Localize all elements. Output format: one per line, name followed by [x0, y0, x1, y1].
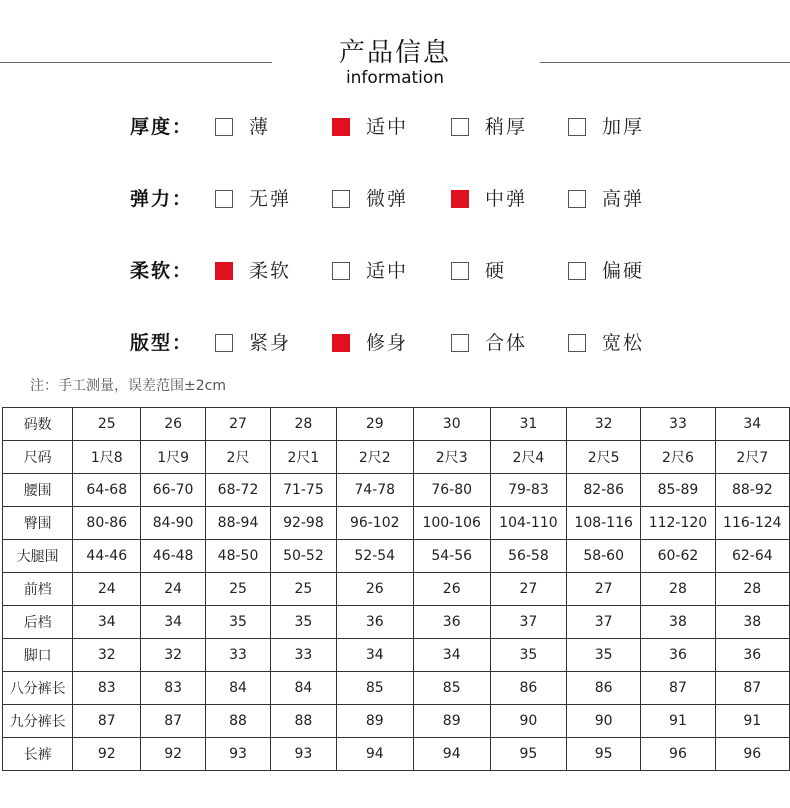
table-cell: 1尺8: [73, 441, 141, 474]
table-row: [3, 672, 790, 705]
table-cell: 1尺9: [141, 441, 206, 474]
table-cell: 24: [141, 573, 206, 606]
table-cell: 34: [413, 639, 490, 672]
table-cell: 68-72: [206, 474, 271, 507]
table-cell: 35: [567, 639, 641, 672]
table-cell: 82-86: [567, 474, 641, 507]
attribute-option-label: 微弹: [366, 188, 409, 210]
row-header-cell: 前档: [3, 573, 73, 606]
table-cell: 32: [141, 639, 206, 672]
table-cell: 26: [413, 573, 490, 606]
table-cell: 34: [141, 606, 206, 639]
table-cell: 35: [206, 606, 271, 639]
attribute-option-label: 无弹: [249, 188, 292, 210]
table-cell: 31: [490, 408, 566, 441]
unchecked-box: [451, 262, 469, 280]
table-cell: 2尺5: [567, 441, 641, 474]
table-cell: 24: [73, 573, 141, 606]
table-cell: 25: [270, 573, 336, 606]
table-cell: 88: [270, 705, 336, 738]
table-cell: 93: [270, 738, 336, 771]
table-cell: 52-54: [336, 540, 413, 573]
table-cell: 33: [270, 639, 336, 672]
table-row: [3, 474, 790, 507]
table-cell: 87: [141, 705, 206, 738]
row-header-cell: 长裤: [3, 738, 73, 771]
attribute-option-label: 合体: [485, 332, 528, 354]
table-cell: 96: [715, 738, 789, 771]
table-cell: 84: [270, 672, 336, 705]
attribute-row: [130, 256, 730, 286]
attribute-row: [130, 112, 730, 142]
table-row: [3, 507, 790, 540]
table-cell: 32: [73, 639, 141, 672]
table-cell: 27: [490, 573, 566, 606]
table-cell: 2尺3: [413, 441, 490, 474]
row-header-cell: 大腿围: [3, 540, 73, 573]
table-cell: 36: [413, 606, 490, 639]
attribute-label: 弹力：: [130, 188, 194, 210]
table-cell: 38: [641, 606, 715, 639]
table-cell: 84-90: [141, 507, 206, 540]
table-row: [3, 408, 790, 441]
table-cell: 58-60: [567, 540, 641, 573]
table-cell: 25: [73, 408, 141, 441]
attribute-row: [130, 328, 730, 358]
table-row: [3, 738, 790, 771]
table-cell: 29: [336, 408, 413, 441]
table-cell: 112-120: [641, 507, 715, 540]
table-cell: 32: [567, 408, 641, 441]
table-cell: 91: [715, 705, 789, 738]
row-header-cell: 臀围: [3, 507, 73, 540]
table-cell: 2尺1: [270, 441, 336, 474]
page-title: 产品信息: [338, 38, 451, 68]
table-row: [3, 441, 790, 474]
checked-box: [215, 262, 233, 280]
attribute-option-label: 薄: [249, 116, 271, 138]
table-cell: 96: [641, 738, 715, 771]
attribute-option-label: 柔软: [249, 260, 292, 282]
table-cell: 100-106: [413, 507, 490, 540]
table-cell: 33: [641, 408, 715, 441]
table-cell: 79-83: [490, 474, 566, 507]
table-cell: 36: [641, 639, 715, 672]
table-cell: 54-56: [413, 540, 490, 573]
table-row: [3, 573, 790, 606]
table-cell: 80-86: [73, 507, 141, 540]
table-cell: 83: [73, 672, 141, 705]
table-cell: 92: [73, 738, 141, 771]
attribute-option-label: 高弹: [602, 188, 645, 210]
page-subtitle: information: [345, 68, 445, 88]
attribute-option-label: 硬: [485, 260, 507, 282]
table-cell: 85: [336, 672, 413, 705]
table-cell: 62-64: [715, 540, 789, 573]
size-table: [2, 407, 790, 771]
table-cell: 46-48: [141, 540, 206, 573]
attribute-option-label: 修身: [366, 332, 409, 354]
table-cell: 116-124: [715, 507, 789, 540]
attribute-option-label: 加厚: [602, 116, 645, 138]
table-cell: 2尺: [206, 441, 271, 474]
table-cell: 2尺2: [336, 441, 413, 474]
table-cell: 94: [413, 738, 490, 771]
table-cell: 91: [641, 705, 715, 738]
table-cell: 30: [413, 408, 490, 441]
measurement-note: 注：手工测量，误差范围±2cm: [30, 378, 226, 394]
table-cell: 95: [567, 738, 641, 771]
table-cell: 94: [336, 738, 413, 771]
table-cell: 64-68: [73, 474, 141, 507]
table-cell: 83: [141, 672, 206, 705]
row-header-cell: 脚口: [3, 639, 73, 672]
table-row: [3, 705, 790, 738]
table-cell: 26: [336, 573, 413, 606]
table-cell: 2尺7: [715, 441, 789, 474]
attribute-option-label: 适中: [366, 260, 409, 282]
table-cell: 48-50: [206, 540, 271, 573]
table-cell: 27: [206, 408, 271, 441]
table-cell: 86: [490, 672, 566, 705]
table-cell: 74-78: [336, 474, 413, 507]
table-cell: 104-110: [490, 507, 566, 540]
table-cell: 50-52: [270, 540, 336, 573]
attribute-label: 版型：: [130, 332, 194, 354]
row-header-cell: 九分裤长: [3, 705, 73, 738]
table-cell: 86: [567, 672, 641, 705]
table-cell: 85: [413, 672, 490, 705]
table-row: [3, 639, 790, 672]
row-header-cell: 尺码: [3, 441, 73, 474]
table-row: [3, 540, 790, 573]
attribute-option-label: 适中: [366, 116, 409, 138]
table-cell: 2尺6: [641, 441, 715, 474]
table-cell: 35: [490, 639, 566, 672]
unchecked-box: [451, 118, 469, 136]
table-cell: 88-92: [715, 474, 789, 507]
table-cell: 87: [73, 705, 141, 738]
unchecked-box: [568, 262, 586, 280]
attribute-option-label: 宽松: [602, 332, 645, 354]
table-cell: 28: [641, 573, 715, 606]
table-cell: 89: [336, 705, 413, 738]
attribute-row: [130, 184, 730, 214]
table-cell: 56-58: [490, 540, 566, 573]
table-cell: 38: [715, 606, 789, 639]
table-cell: 28: [270, 408, 336, 441]
table-cell: 60-62: [641, 540, 715, 573]
unchecked-box: [332, 190, 350, 208]
unchecked-box: [568, 118, 586, 136]
table-cell: 90: [490, 705, 566, 738]
table-cell: 89: [413, 705, 490, 738]
row-header-cell: 八分裤长: [3, 672, 73, 705]
unchecked-box: [215, 190, 233, 208]
table-cell: 85-89: [641, 474, 715, 507]
table-cell: 92-98: [270, 507, 336, 540]
table-cell: 66-70: [141, 474, 206, 507]
table-cell: 36: [715, 639, 789, 672]
unchecked-box: [451, 334, 469, 352]
checked-box: [332, 118, 350, 136]
table-row: [3, 606, 790, 639]
unchecked-box: [332, 262, 350, 280]
table-cell: 76-80: [413, 474, 490, 507]
table-cell: 28: [715, 573, 789, 606]
table-cell: 44-46: [73, 540, 141, 573]
unchecked-box: [568, 190, 586, 208]
attribute-option-label: 中弹: [485, 188, 528, 210]
table-cell: 36: [336, 606, 413, 639]
table-cell: 33: [206, 639, 271, 672]
table-cell: 37: [490, 606, 566, 639]
attribute-label: 柔软：: [130, 260, 194, 282]
table-cell: 87: [641, 672, 715, 705]
table-cell: 95: [490, 738, 566, 771]
table-cell: 35: [270, 606, 336, 639]
row-header-cell: 码数: [3, 408, 73, 441]
unchecked-box: [215, 118, 233, 136]
table-cell: 2尺4: [490, 441, 566, 474]
attribute-option-label: 偏硬: [602, 260, 645, 282]
table-cell: 26: [141, 408, 206, 441]
checked-box: [451, 190, 469, 208]
table-cell: 34: [73, 606, 141, 639]
table-cell: 34: [715, 408, 789, 441]
attribute-label: 厚度：: [130, 116, 194, 138]
table-cell: 87: [715, 672, 789, 705]
table-cell: 25: [206, 573, 271, 606]
checked-box: [332, 334, 350, 352]
table-cell: 34: [336, 639, 413, 672]
table-cell: 27: [567, 573, 641, 606]
table-cell: 88: [206, 705, 271, 738]
attribute-option-label: 稍厚: [485, 116, 528, 138]
row-header-cell: 后档: [3, 606, 73, 639]
unchecked-box: [568, 334, 586, 352]
table-cell: 71-75: [270, 474, 336, 507]
table-cell: 108-116: [567, 507, 641, 540]
table-cell: 84: [206, 672, 271, 705]
row-header-cell: 腰围: [3, 474, 73, 507]
table-cell: 90: [567, 705, 641, 738]
table-cell: 37: [567, 606, 641, 639]
unchecked-box: [215, 334, 233, 352]
table-cell: 92: [141, 738, 206, 771]
attribute-option-label: 紧身: [249, 332, 292, 354]
table-cell: 96-102: [336, 507, 413, 540]
table-cell: 93: [206, 738, 271, 771]
table-cell: 88-94: [206, 507, 271, 540]
